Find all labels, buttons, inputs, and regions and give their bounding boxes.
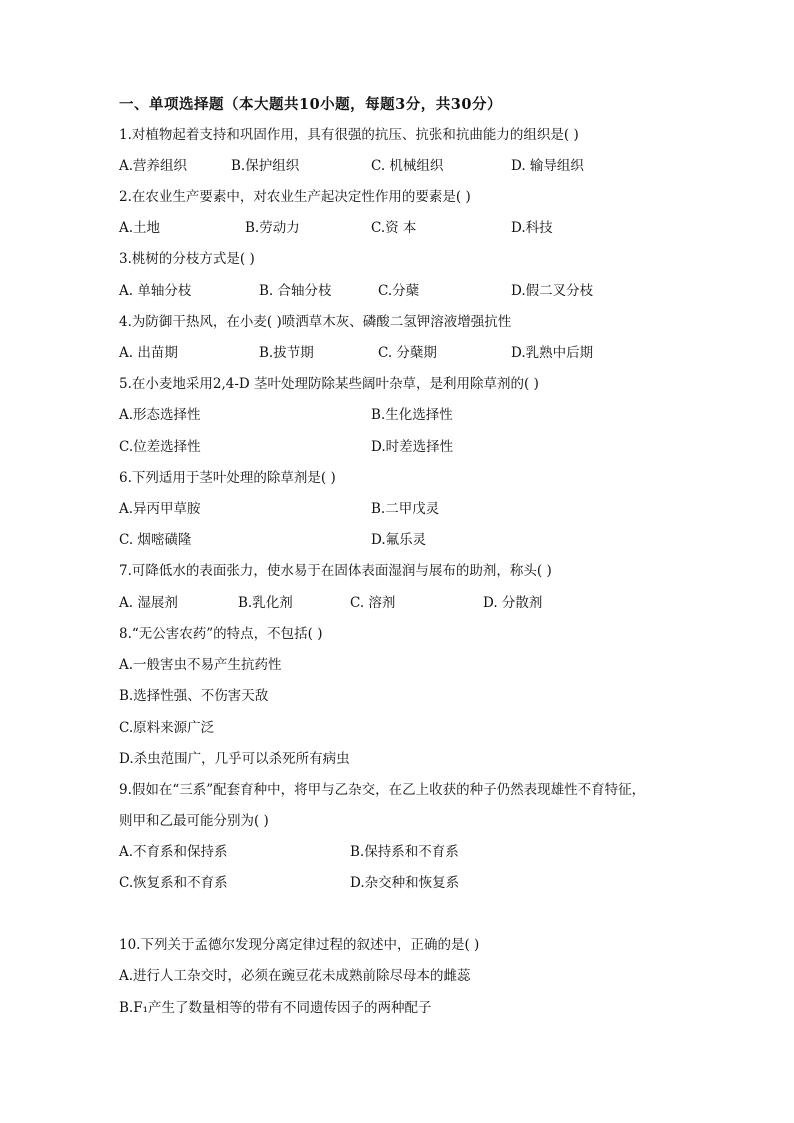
question-4-option-c: C. 分蘖期 bbox=[378, 345, 437, 361]
question-9-stem-continued: 则甲和乙最可能分别为( ) bbox=[119, 813, 269, 829]
question-9-stem: 9.假如在“三系”配套育种中，将甲与乙杂交，在乙上收获的种子仍然表现雄性不育特征， bbox=[119, 782, 646, 798]
question-6-option-d: D.氟乐灵 bbox=[371, 532, 427, 548]
question-1-option-d: D. 输导组织 bbox=[511, 158, 584, 174]
question-10-option-b: B.F₁产生了数量相等的带有不同遗传因子的两种配子 bbox=[119, 1000, 432, 1016]
question-3-option-d: D.假二叉分枝 bbox=[511, 283, 594, 299]
question-8-option-c: C.原料来源广泛 bbox=[119, 720, 215, 736]
question-5-option-d: D.时差选择性 bbox=[371, 439, 454, 455]
question-7-option-b: B.乳化剂 bbox=[238, 595, 293, 611]
question-3-option-b: B. 合轴分枝 bbox=[259, 283, 332, 299]
question-8-option-d: D.杀虫范围广，几乎可以杀死所有病虫 bbox=[119, 751, 350, 767]
question-10-option-a: A.进行人工杂交时，必须在豌豆花未成熟前除尽母本的雌蕊 bbox=[119, 968, 471, 984]
question-2-option-d: D.科技 bbox=[511, 220, 553, 236]
question-10-stem: 10.下列关于孟德尔发现分离定律过程的叙述中，正确的是( ) bbox=[119, 937, 480, 953]
question-3-option-c: C.分蘖 bbox=[378, 283, 420, 299]
question-1-option-b: B.保护组织 bbox=[231, 158, 300, 174]
question-1-option-c: C. 机械组织 bbox=[371, 158, 444, 174]
question-8-option-a: A.一般害虫不易产生抗药性 bbox=[119, 657, 282, 673]
question-6-stem: 6.下列适用于茎叶处理的除草剂是( ) bbox=[119, 470, 336, 486]
question-5-stem: 5.在小麦地采用2,4-D 茎叶处理防除某些阔叶杂草，是利用除草剂的( ) bbox=[119, 376, 539, 392]
question-8-option-b: B.选择性强、不伤害天敌 bbox=[119, 688, 269, 704]
question-7-option-a: A. 湿展剂 bbox=[119, 595, 178, 611]
question-3-option-a: A. 单轴分枝 bbox=[119, 283, 192, 299]
question-9-option-c: C.恢复系和不育系 bbox=[119, 875, 228, 891]
question-1-option-a: A.营养组织 bbox=[119, 158, 188, 174]
question-7-stem: 7.可降低水的表面张力，使水易于在固体表面湿润与展布的助剂，称头( ) bbox=[119, 563, 552, 579]
question-5-option-b: B.生化选择性 bbox=[371, 407, 453, 423]
question-7-option-d: D. 分散剂 bbox=[483, 595, 543, 611]
question-2-option-c: C.资 本 bbox=[371, 220, 417, 236]
section-heading: 一、单项选择题（本大题共10小题，每题3分，共30分） bbox=[119, 96, 502, 113]
question-1-stem: 1.对植物起着支持和巩固作用，具有很强的抗压、抗张和抗曲能力的组织是( ) bbox=[119, 127, 579, 143]
question-6-option-c: C. 烟嘧磺隆 bbox=[119, 532, 192, 548]
question-5-option-a: A.形态选择性 bbox=[119, 407, 201, 423]
question-9-option-a: A.不育系和保持系 bbox=[119, 844, 228, 860]
question-4-stem: 4.为防御干热风，在小麦( )喷洒草木灰、磷酸二氢钾溶液增强抗性 bbox=[119, 314, 512, 330]
question-4-option-b: B.拔节期 bbox=[259, 345, 314, 361]
question-7-option-c: C. 溶剂 bbox=[350, 595, 396, 611]
question-2-stem: 2.在农业生产要素中，对农业生产起决定性作用的要素是( ) bbox=[119, 189, 471, 205]
question-9-option-d: D.杂交种和恢复系 bbox=[350, 875, 460, 891]
question-9-option-b: B.保持系和不育系 bbox=[350, 844, 459, 860]
question-3-stem: 3.桃树的分枝方式是( ) bbox=[119, 251, 255, 267]
question-6-option-b: B.二甲戊灵 bbox=[371, 501, 440, 517]
question-8-stem: 8.“无公害农药”的特点，不包括( ) bbox=[119, 626, 323, 642]
question-6-option-a: A.异丙甲草胺 bbox=[119, 501, 201, 517]
question-4-option-d: D.乳熟中后期 bbox=[511, 345, 594, 361]
question-2-option-a: A.土地 bbox=[119, 220, 161, 236]
question-2-option-b: B.劳动力 bbox=[245, 220, 300, 236]
question-5-option-c: C.位差选择性 bbox=[119, 439, 201, 455]
question-4-option-a: A. 出苗期 bbox=[119, 345, 178, 361]
